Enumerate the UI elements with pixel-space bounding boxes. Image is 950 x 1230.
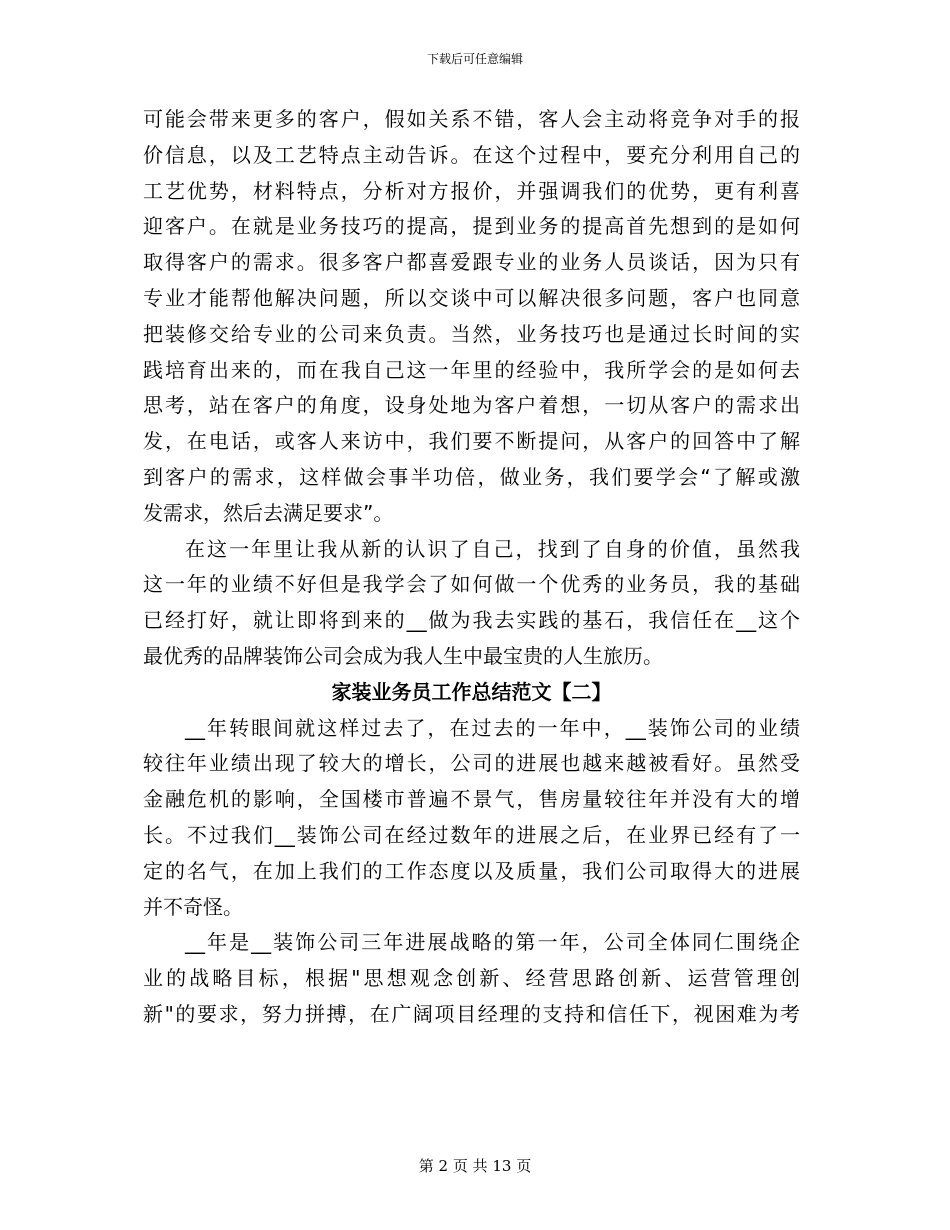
text-line: 最优秀的品牌装饰公司会成为我人生中最宝贵的人生旅历。 [143, 643, 663, 668]
text-line: 把装修交给专业的公司来负责。当然，业务技巧也是通过长时间的实 [143, 321, 800, 346]
text-line: 长。不过我们__装饰公司在经过数年的进展之后，在业界已经有了一 [143, 822, 800, 847]
paragraph [143, 532, 800, 675]
text-line: 取得客户的需求。很多客户都喜爱跟专业的业务人员谈话，因为只有 [143, 250, 800, 275]
text-line: __年转眼间就这样过去了，在过去的一年中，__装饰公司的业绩 [185, 715, 800, 740]
text-line: 金融危机的影响，全国楼市普遍不景气，售房量较往年并没有大的增 [143, 787, 800, 812]
text-line: 发需求，然后去满足要求”。 [143, 500, 394, 525]
text-line: 定的名气，在加上我们的工作态度以及质量，我们公司取得大的进展 [143, 858, 800, 883]
text-line: 并不奇怪。 [143, 894, 243, 919]
text-line: 在这一年里让我从新的认识了自己，找到了自身的价值，虽然我 [185, 536, 800, 561]
text-line: 新"的要求，努力拼搏，在广阔项目经理的支持和信任下，视困难为考 [143, 1001, 800, 1026]
page-header: 下载后可任意编辑 [426, 52, 523, 66]
text-line: 到客户的需求，这样做会事半功倍，做业务，我们要学会“了解或激 [143, 464, 800, 489]
paragraph [143, 925, 800, 1032]
document-body [143, 102, 800, 1033]
text-line: 发，在电话，或客人来访中，我们要不断提问，从客户的回答中了解 [143, 429, 800, 454]
text-line: 专业才能帮他解决问题，所以交谈中可以解决很多问题，客户也同意 [143, 285, 800, 310]
text-line: 较往年业绩出现了较大的增长，公司的进展也越来越被看好。虽然受 [143, 751, 800, 776]
text-line: 工艺优势，材料特点，分析对方报价，并强调我们的优势，更有利喜 [143, 178, 800, 203]
text-line: 已经打好，就让即将到来的__做为我去实践的基石，我信任在__这个 [143, 608, 800, 633]
text-line: 这一年的业绩不好但是我学会了如何做一个优秀的业务员，我的基础 [143, 572, 800, 597]
text-line: 可能会带来更多的客户，假如关系不错，客人会主动将竞争对手的报 [143, 107, 800, 131]
text-line: 思考，站在客户的角度，设身处地为客户着想，一切从客户的需求出 [143, 393, 800, 418]
text-line: 迎客户。在就是业务技巧的提高，提到业务的提高首先想到的是如何 [143, 214, 800, 239]
page-footer: 第 2 页 共 13 页 [418, 1157, 532, 1175]
text-line: __年是__装饰公司三年进展战略的第一年，公司全体同仁围绕企 [185, 930, 800, 955]
paragraph [143, 711, 800, 926]
text-line: 践培育出来的，而在我自己这一年里的经验中，我所学会的是如何去 [143, 357, 800, 382]
text-line: 业的战略目标，根据"思想观念创新、经营思路创新、运营管理创 [143, 966, 800, 991]
section-title: 家装业务员工作总结范文【二】 [331, 679, 612, 704]
text-line: 价信息，以及工艺特点主动告诉。在这个过程中，要充分利用自己的 [143, 142, 800, 167]
paragraph [143, 102, 800, 532]
